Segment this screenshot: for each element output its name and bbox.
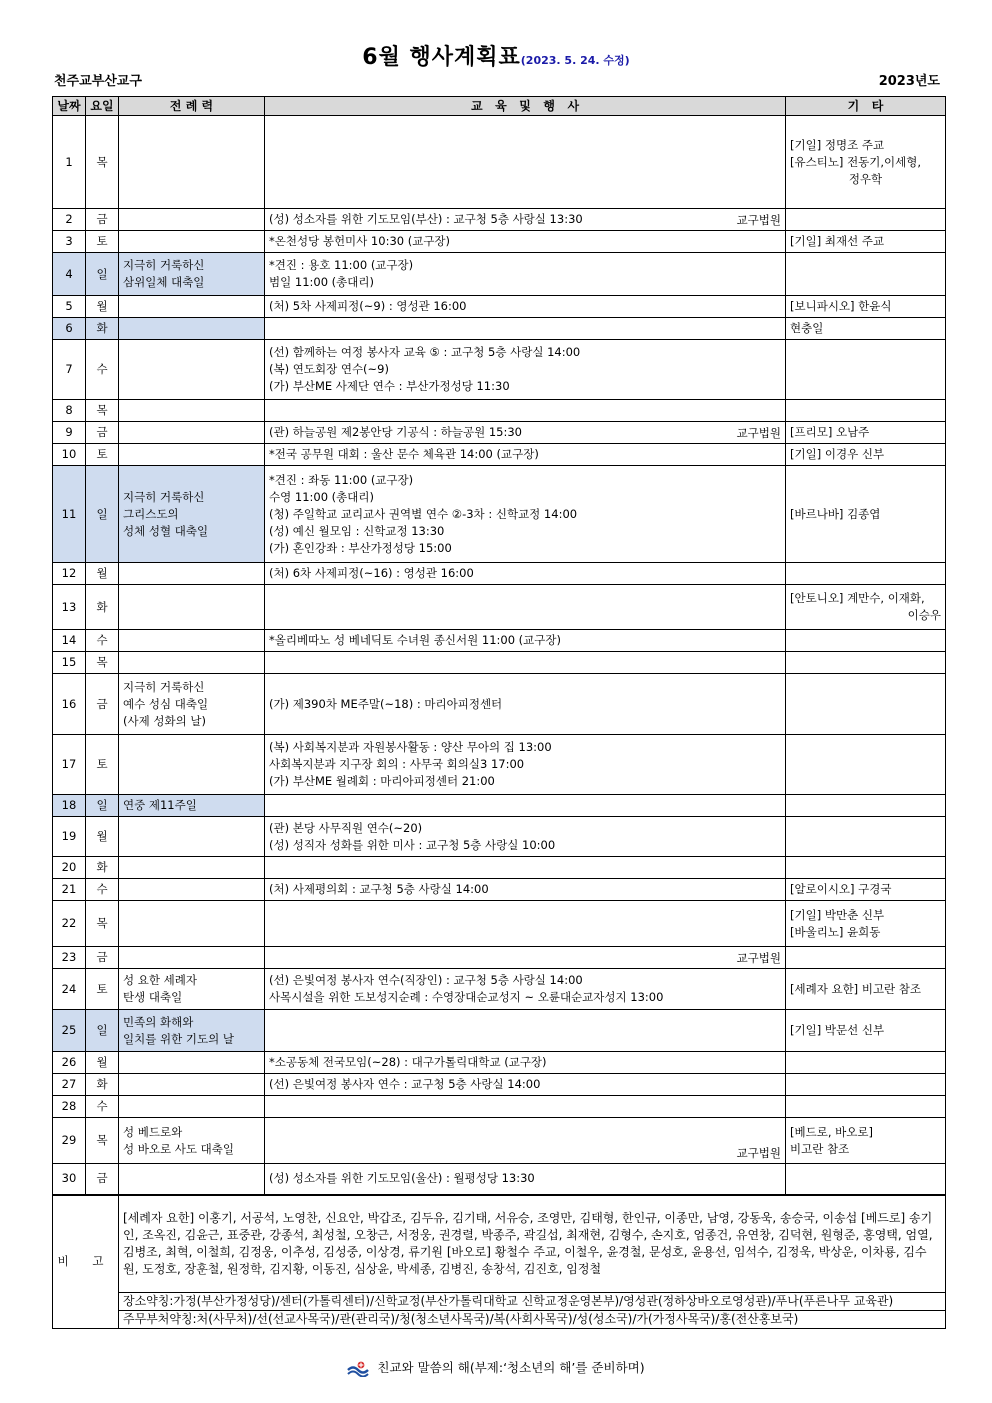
events-right-note: 교구법원	[736, 426, 781, 440]
cell-events	[265, 444, 786, 466]
cell-etc: [바르나바] 김종엽	[786, 466, 946, 563]
events-text: (처) 6차 사제피정(~16) : 영성관 16:00	[269, 566, 474, 580]
cell-date: 29	[53, 1118, 86, 1164]
cell-etc: [기일] 박만춘 신부 [바울리노] 윤희동	[786, 901, 946, 947]
cell-weekday: 금	[86, 209, 119, 231]
cell-events	[265, 340, 786, 400]
table-row	[53, 318, 946, 340]
events-text: *온천성당 봉헌미사 10:30 (교구장)	[269, 234, 451, 248]
cell-etc	[786, 209, 946, 231]
cell-etc	[786, 795, 946, 817]
cell-liturgy	[119, 652, 265, 674]
cell-liturgy	[119, 209, 265, 231]
diocese-logo-icon	[347, 1361, 369, 1377]
table-row	[53, 253, 946, 296]
cell-etc	[786, 857, 946, 879]
table-row	[53, 879, 946, 901]
cell-liturgy	[119, 444, 265, 466]
cell-events	[265, 969, 786, 1010]
table-header-row	[53, 97, 946, 116]
events-text: (복) 사회복지분과 자원봉사활동 : 양산 무아의 집 13:00 사회복지분과 지구장 회의 : 사무국 회의실3 17:00 (가) 부산ME 월례회 : 마리아피정센터 21:00	[269, 740, 552, 788]
cell-etc: [기일] 박문선 신부	[786, 1010, 946, 1052]
cell-liturgy	[119, 340, 265, 400]
col-header-etc: 기 타	[786, 97, 946, 116]
title-text: 6월 행사계획표	[362, 45, 521, 70]
table-row	[53, 1164, 946, 1195]
cell-etc	[786, 1164, 946, 1195]
cell-liturgy	[119, 947, 265, 969]
cell-date: 30	[53, 1164, 86, 1195]
cell-events	[265, 231, 786, 253]
events-text: (선) 은빛여정 봉사자 연수 : 교구청 5층 사랑실 14:00	[269, 1077, 541, 1091]
cell-weekday: 수	[86, 879, 119, 901]
col-header-weekday: 요일	[86, 97, 119, 116]
table-row	[53, 630, 946, 652]
cell-liturgy	[119, 1164, 265, 1195]
cell-weekday: 일	[86, 1010, 119, 1052]
schedule-table	[52, 96, 946, 1329]
table-row	[53, 969, 946, 1010]
cell-date: 28	[53, 1096, 86, 1118]
cell-events	[265, 735, 786, 795]
cell-etc: [세례자 요한] 비고란 참조	[786, 969, 946, 1010]
cell-liturgy	[119, 901, 265, 947]
cell-liturgy	[119, 422, 265, 444]
notes-label: 비 고	[53, 1195, 119, 1329]
etc-line: [기일] 정명조 주교	[790, 137, 885, 152]
table-row	[53, 674, 946, 735]
notes-section	[53, 1195, 946, 1329]
cell-etc: [베드로, 바오로] 비고란 참조	[786, 1118, 946, 1164]
page-title	[0, 40, 992, 71]
events-right-note: 교구법원	[736, 951, 781, 965]
cell-weekday: 토	[86, 231, 119, 253]
cell-weekday: 월	[86, 1052, 119, 1074]
cell-etc	[786, 340, 946, 400]
events-text: (성) 성소자를 위한 기도모임(부산) : 교구청 5층 사랑실 13:30	[269, 212, 583, 226]
cell-events	[265, 674, 786, 735]
table-row	[53, 1052, 946, 1074]
table-row	[53, 116, 946, 209]
cell-weekday: 수	[86, 340, 119, 400]
cell-etc	[786, 563, 946, 585]
etc-line: [안토니오] 계만수, 이재화,	[790, 591, 925, 605]
cell-weekday: 월	[86, 817, 119, 857]
table-row	[53, 209, 946, 231]
cell-weekday: 일	[86, 253, 119, 296]
events-right-note: 교구법원	[736, 1146, 781, 1160]
cell-weekday: 목	[86, 901, 119, 947]
cell-date: 20	[53, 857, 86, 879]
table-row	[53, 340, 946, 400]
etc-line: [유스티노] 전동기,이세형,	[790, 154, 922, 169]
cell-etc	[786, 1096, 946, 1118]
cell-etc	[786, 817, 946, 857]
cell-liturgy: 연중 제11주일	[119, 795, 265, 817]
events-text: *소공동체 전국모임(~28) : 대구가톨릭대학교 (교구장)	[269, 1055, 547, 1069]
cell-date: 11	[53, 466, 86, 563]
cell-date: 7	[53, 340, 86, 400]
cell-weekday: 금	[86, 947, 119, 969]
cell-events	[265, 1164, 786, 1195]
department-abbreviations-note: 주무부처약칭:처(사무처)/선(선교사목국)/관(관리국)/청(청소년사목국)/복(사회사목국)/성(성소국)/가(가정사목국)/홍(전산홍보국)	[119, 1310, 946, 1328]
cell-weekday: 금	[86, 422, 119, 444]
cell-date: 26	[53, 1052, 86, 1074]
cell-events	[265, 857, 786, 879]
footer-motto: 친교와 말씀의 해(부제:‘청소년의 해’를 준비하며)	[377, 1360, 645, 1375]
cell-weekday: 월	[86, 563, 119, 585]
cell-etc	[786, 585, 946, 630]
cell-weekday: 화	[86, 318, 119, 340]
cell-date: 8	[53, 400, 86, 422]
table-row	[53, 466, 946, 563]
cell-weekday: 일	[86, 466, 119, 563]
table-row	[53, 1074, 946, 1096]
place-abbreviations-note: 장소약칭:가정(부산가정성당)/센터(가톨릭센터)/신학교정(부산가톨릭대학교 신학교정운영본부)/영성관(정하상바오로영성관)/푸나(푸른나무 교육관)	[119, 1292, 946, 1310]
cell-etc	[786, 674, 946, 735]
cell-weekday: 토	[86, 735, 119, 795]
cell-liturgy	[119, 116, 265, 209]
cell-weekday: 금	[86, 1164, 119, 1195]
cell-date: 2	[53, 209, 86, 231]
cell-events	[265, 1010, 786, 1052]
cell-date: 22	[53, 901, 86, 947]
cell-weekday: 화	[86, 585, 119, 630]
cell-etc	[786, 735, 946, 795]
cell-weekday: 수	[86, 1096, 119, 1118]
cell-liturgy	[119, 1052, 265, 1074]
cell-etc	[786, 652, 946, 674]
cell-liturgy	[119, 857, 265, 879]
table-row	[53, 231, 946, 253]
cell-date: 25	[53, 1010, 86, 1052]
cell-etc	[786, 253, 946, 296]
table-row	[53, 1096, 946, 1118]
cell-date: 23	[53, 947, 86, 969]
cell-date: 1	[53, 116, 86, 209]
cell-events	[265, 817, 786, 857]
cell-liturgy	[119, 1096, 265, 1118]
col-header-liturgy: 전 례 력	[119, 97, 265, 116]
cell-liturgy	[119, 231, 265, 253]
cell-date: 3	[53, 231, 86, 253]
cell-events	[265, 422, 786, 444]
cell-date: 27	[53, 1074, 86, 1096]
cell-liturgy	[119, 630, 265, 652]
cell-weekday: 월	[86, 296, 119, 318]
cell-weekday: 화	[86, 857, 119, 879]
events-text: (처) 사제평의회 : 교구청 5층 사랑실 14:00	[269, 882, 489, 896]
table-row	[53, 585, 946, 630]
events-text: *전국 공무원 대회 : 울산 문수 체육관 14:00 (교구장)	[269, 447, 539, 461]
col-header-events: 교 육 및 행 사	[265, 97, 786, 116]
etc-line: 정우학	[848, 171, 883, 186]
events-text: (성) 성소자를 위한 기도모임(울산) : 월평성당 13:30	[269, 1171, 535, 1186]
footer	[0, 1358, 992, 1377]
cell-weekday: 토	[86, 444, 119, 466]
cell-etc: [기일] 이경우 신부	[786, 444, 946, 466]
events-text: *견진 : 좌동 11:00 (교구장) 수영 11:00 (총대리) (청) 주일학교 교리교사 권역별 연수 ②-3차 : 신학교정 14:00 (성) 예신 월모임 : 신학교정 13:30 (가) 혼인강좌 : 부산가정성당 15:00	[269, 472, 578, 555]
cell-date: 9	[53, 422, 86, 444]
cell-etc	[786, 947, 946, 969]
cell-liturgy: 성 요한 세례자 탄생 대축일	[119, 969, 265, 1010]
events-text: (선) 은빛여정 봉사자 연수(직장인) : 교구청 5층 사랑실 14:00 사목시설을 위한 도보성지순례 : 수영장대순교성지 ~ 오륜대순교자성지 13:00	[269, 973, 664, 1004]
cell-etc	[786, 630, 946, 652]
table-row	[53, 563, 946, 585]
organization-name: 천주교부산교구	[54, 74, 142, 89]
cell-liturgy	[119, 879, 265, 901]
events-text: (관) 하늘공원 제2봉안당 기공식 : 하늘공원 15:30	[269, 425, 522, 439]
cell-etc: [알로이시오] 구경국	[786, 879, 946, 901]
cell-date: 21	[53, 879, 86, 901]
document-year: 2023년도	[878, 74, 940, 89]
notes-row-places	[53, 1292, 946, 1310]
table-row	[53, 444, 946, 466]
schedule-rows	[53, 116, 946, 1195]
cell-date: 12	[53, 563, 86, 585]
cell-liturgy	[119, 1074, 265, 1096]
cell-weekday: 목	[86, 652, 119, 674]
cell-weekday: 목	[86, 400, 119, 422]
cell-etc: [기일] 최재선 주교	[786, 231, 946, 253]
cell-events	[265, 116, 786, 209]
table-row	[53, 652, 946, 674]
cell-events	[265, 563, 786, 585]
cell-events	[265, 652, 786, 674]
table-row	[53, 422, 946, 444]
cell-events	[265, 1118, 786, 1164]
cell-weekday: 목	[86, 1118, 119, 1164]
table-row	[53, 857, 946, 879]
cell-events	[265, 253, 786, 296]
events-text: *올리베따노 성 베네딕토 수녀원 종신서원 11:00 (교구장)	[269, 633, 561, 647]
cell-etc: [보니파시오] 한윤식	[786, 296, 946, 318]
cell-events	[265, 318, 786, 340]
table-row	[53, 400, 946, 422]
cell-liturgy: 지극히 거룩하신 그리스도의 성체 성혈 대축일	[119, 466, 265, 563]
cell-date: 18	[53, 795, 86, 817]
cell-etc	[786, 400, 946, 422]
cell-etc	[786, 1074, 946, 1096]
table-row	[53, 735, 946, 795]
cell-date: 13	[53, 585, 86, 630]
cell-weekday: 목	[86, 116, 119, 209]
cell-events	[265, 947, 786, 969]
table-row	[53, 1010, 946, 1052]
cell-events	[265, 630, 786, 652]
cell-weekday: 일	[86, 795, 119, 817]
table-row	[53, 1118, 946, 1164]
cell-etc: [프리모] 오남주	[786, 422, 946, 444]
cell-etc	[786, 116, 946, 209]
cell-date: 5	[53, 296, 86, 318]
cell-events	[265, 1096, 786, 1118]
cell-events	[265, 1074, 786, 1096]
table-row	[53, 817, 946, 857]
cell-date: 4	[53, 253, 86, 296]
events-right-note: 교구법원	[736, 213, 781, 227]
cell-liturgy	[119, 585, 265, 630]
cell-weekday: 토	[86, 969, 119, 1010]
events-text: (가) 제390차 ME주말(~18) : 마리아피정센터	[269, 696, 503, 711]
cell-events	[265, 795, 786, 817]
cell-date: 17	[53, 735, 86, 795]
notes-row-names	[53, 1195, 946, 1293]
cell-liturgy: 지극히 거룩하신 예수 성심 대축일 (사제 성화의 날)	[119, 674, 265, 735]
events-text: (관) 본당 사무직원 연수(~20) (성) 성직자 성화를 위한 미사 : 교구청 5층 사랑실 10:00	[269, 820, 556, 852]
cell-events	[265, 296, 786, 318]
cell-liturgy	[119, 318, 265, 340]
cell-liturgy	[119, 735, 265, 795]
cell-date: 16	[53, 674, 86, 735]
cell-events	[265, 901, 786, 947]
feast-names-note: [세례자 요한] 이홍기, 서공석, 노영찬, 신요안, 박갑조, 김두유, 김기태, 서유승, 조영만, 김태형, 한인규, 이종만, 남영, 강동욱, 송승국, 이송섭 [베드로] 송기인, 조옥진, 김윤근, 표중관, 강종석, 최성철, 오창근, 서정웅, 권경렬, 박종주, 곽길섭, 최재현, 김형수, 손지호, 엄종건, 유연창, 김덕현, 원형준, 홍영택, 엄열, 김병조, 최혁, 이철희, 김정웅, 이추성, 김성중, 이상경, 류기원 [바오로] 황철수 주교, 이철우, 윤경철, 문성호, 윤용선, 임석수, 김정욱, 박상운, 이차룡, 김수원, 도정호, 장훈철, 원정학, 김지황, 이동진, 심상윤, 박세종, 김병진, 송창석, 김진호, 임정철	[119, 1195, 946, 1293]
cell-events	[265, 1052, 786, 1074]
cell-events	[265, 209, 786, 231]
events-text: (처) 5차 사제피정(~9) : 영성관 16:00	[269, 299, 467, 313]
etc-line: 이승우	[907, 608, 941, 622]
cell-liturgy	[119, 817, 265, 857]
cell-weekday: 화	[86, 1074, 119, 1096]
cell-events	[265, 466, 786, 563]
cell-events	[265, 879, 786, 901]
cell-date: 14	[53, 630, 86, 652]
table-row	[53, 795, 946, 817]
events-text: *견진 : 용호 11:00 (교구장) 범일 11:00 (총대리)	[269, 258, 414, 289]
cell-date: 10	[53, 444, 86, 466]
cell-etc: 현충일	[786, 318, 946, 340]
cell-date: 24	[53, 969, 86, 1010]
cell-weekday: 금	[86, 674, 119, 735]
cell-date: 19	[53, 817, 86, 857]
events-text: (선) 함께하는 여정 봉사자 교육 ⑤ : 교구청 5층 사랑실 14:00 (복) 연도회장 연수(~9) (가) 부산ME 사제단 연수 : 부산가정성당 11:30	[269, 345, 581, 393]
cell-etc	[786, 1052, 946, 1074]
cell-liturgy	[119, 400, 265, 422]
table-row	[53, 947, 946, 969]
cell-liturgy	[119, 563, 265, 585]
cell-liturgy	[119, 296, 265, 318]
notes-row-depts	[53, 1310, 946, 1328]
cell-events	[265, 400, 786, 422]
cell-weekday: 수	[86, 630, 119, 652]
cell-liturgy: 성 베드로와 성 바오로 사도 대축일	[119, 1118, 265, 1164]
cell-date: 6	[53, 318, 86, 340]
col-header-date: 날짜	[53, 97, 86, 116]
table-row	[53, 901, 946, 947]
revision-date: (2023. 5. 24. 수정)	[520, 54, 630, 67]
table-row	[53, 296, 946, 318]
cell-liturgy: 지극히 거룩하신 삼위일체 대축일	[119, 253, 265, 296]
cell-liturgy: 민족의 화해와 일치를 위한 기도의 날	[119, 1010, 265, 1052]
cell-date: 15	[53, 652, 86, 674]
cell-events	[265, 585, 786, 630]
